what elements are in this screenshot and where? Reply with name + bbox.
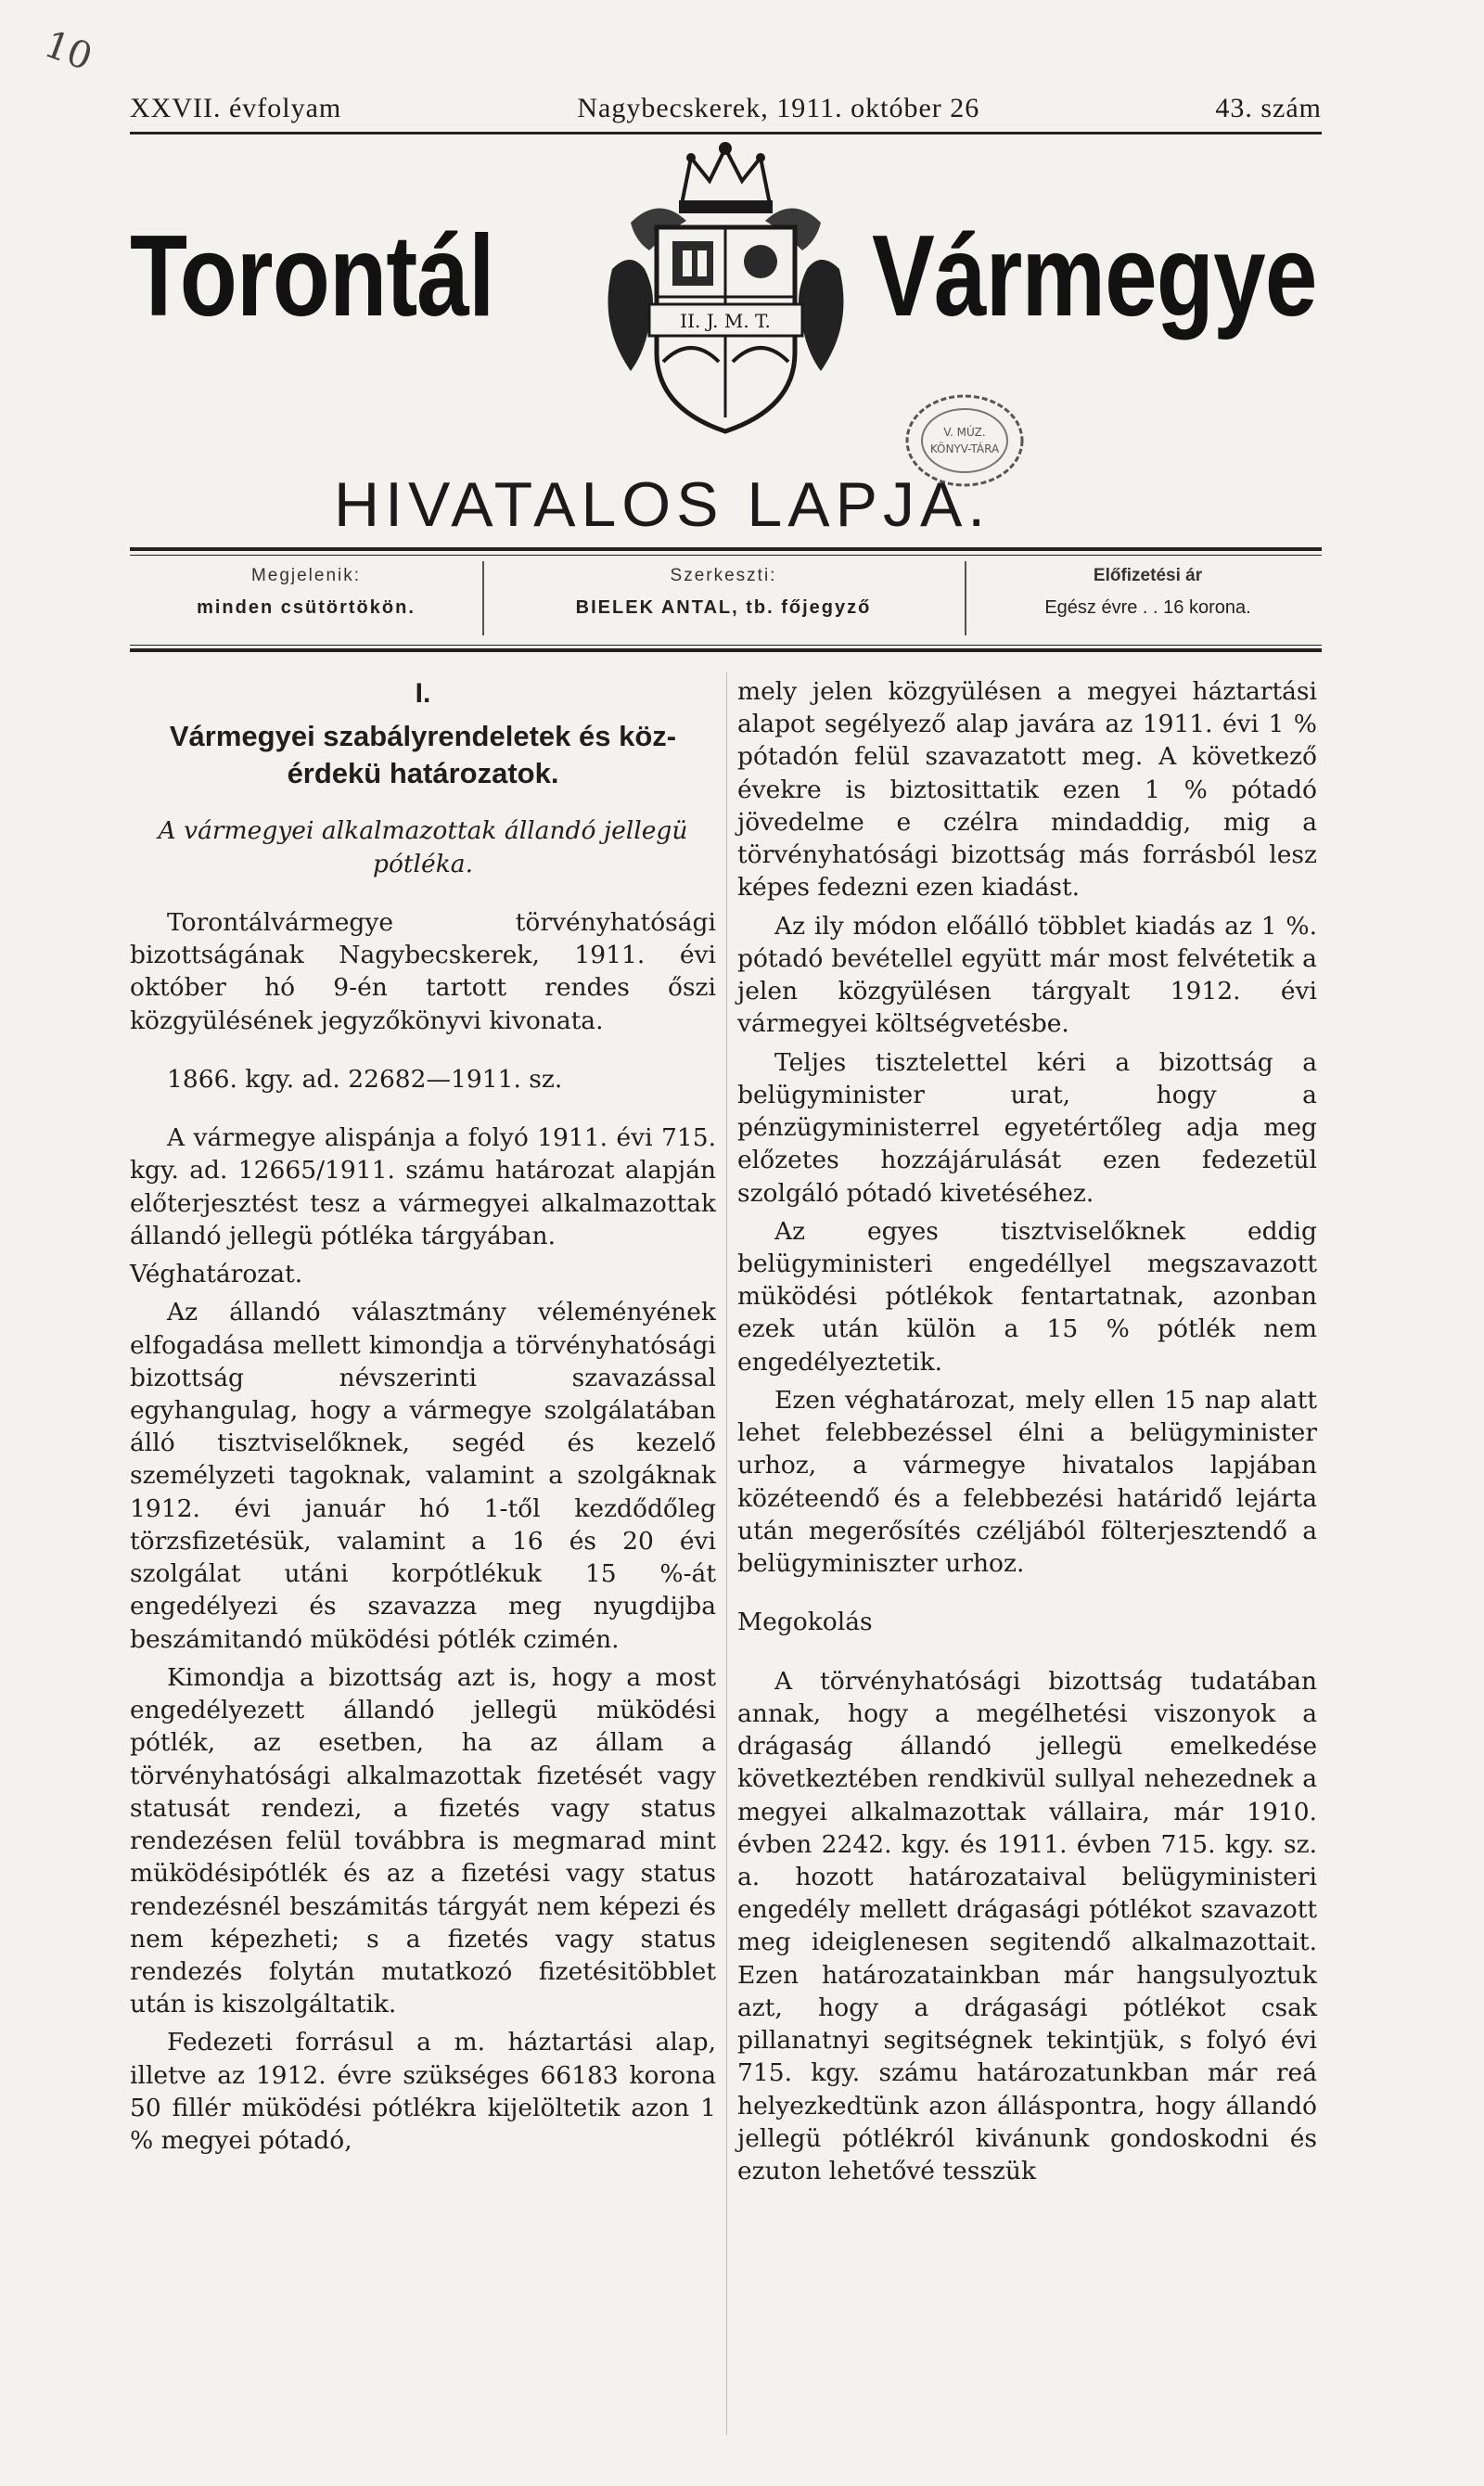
paragraph: Kimondja a bizottság azt is, hogy a most engedélyezett állandó jellegü müködési pótlék, az esetben, ha az állam a törvényhatósági alkalmazottak fizetését vagy statusát rendezi, a fizetés vagy status rendezésen felül továbbra is megmarad mint müködésipótlék és az a fizetési vagy status rendezésnél beszámitás tárgyát nem képezi és nem képezheti; s a fizetés vagy status rendezés folytán mutatkozó fizetésitöbblet után is kiszolgáltatik.	[130, 1662, 716, 2019]
decision-heading: Véghatározat.	[130, 1260, 303, 1289]
paragraph: Az állandó választmány véleményének elfogadása mellett kimondja a törvényhatósági bizottság névszerinti szavazással egyhangulag, hogy a vármegye szolgálatában álló tisztviselőknek, segéd és kezelő személyzeti tagoknak, valamint a szolgáknak 1912. évi január hó 1-től kezdődőleg törzsfizetésük, valamint a 16 és 20 évi szolgálat utáni korpótlékuk 15 %-át engedélyezi és szavazza meg nyugdijba beszámitandó müködési pótlék czimén.	[130, 1298, 716, 1654]
paragraph: mely jelen közgyülésen a megyei háztartási alapot segélyező alap javára az 1911. évi 1 % pótadón felül szavazatott meg. A következő évekre is biztosittatik ezen 1 % pótadó jövedelme e czélra mindaddig, mig a törvényhatósági bizottság más forrásból lesz képes fedezni ezen kiadást.	[737, 677, 1317, 903]
paragraph: A vármegye alispánja a folyó 1911. évi 715. kgy. ad. 12665/1911. számu határozat alapján előterjesztést tesz a vármegyei alkalmazottak állandó jellegü pótléka tárgyában.	[130, 1123, 716, 1250]
article-intro: Torontálvármegye törvényhatósági bizottságának Nagybecskerek, 1911. évi október hó 9-én tartott rendes őszi közgyülésének jegyzőkönyvi kivonata.	[130, 907, 716, 1035]
info-separator	[482, 561, 484, 635]
issue-header-line	[130, 93, 1322, 124]
masthead-rule-top-thin	[130, 555, 1322, 556]
price-label: Előfizetési ár	[1093, 566, 1203, 585]
header-rule	[130, 132, 1322, 135]
editor-value: BIELEK ANTAL, tb. főjegyző	[575, 597, 872, 618]
paragraph: Ezen véghatározat, mely ellen 15 nap alatt lehet felebbezéssel élni a belügyminister urhoz, a vármegye hivatalos lapjában közéteendő és a felebbezési határidő lejárta után megerősítés czéljából fölterjesztendő a belügyminiszter urhoz.	[737, 1385, 1317, 1579]
price-info	[974, 566, 1322, 619]
svg-text:V. MÚZ.: V. MÚZ.	[943, 426, 986, 439]
price-value: Egész évre . . 16 korona.	[1044, 597, 1251, 618]
corner-handwritten-note: 10	[38, 22, 98, 80]
right-column	[737, 675, 1317, 2193]
left-column	[130, 675, 716, 2162]
rationale-heading: Megokolás	[737, 1608, 873, 1637]
info-separator	[965, 561, 966, 635]
editor-info	[492, 566, 955, 619]
editor-label: Szerkeszti:	[670, 566, 777, 585]
svg-text:KÖNYV-TÁRA: KÖNYV-TÁRA	[929, 442, 1000, 455]
publication-info	[130, 566, 482, 619]
paragraph: A törvényhatósági bizottság tudatában annak, hogy a megélhetési viszonyok a drágaság állandó jellegü emelkedése következtében rendkivül sullyal nehezednek a megyei alkalmazottak vállaira, már 1910. évben 2242. kgy. és 1911. évben 715. kgy. sz. a. hozott határozataival belügyministeri engedély mellett drágasági pótlékot szavazott meg ideiglenesen segitendő alkalmazottait. Ezen határozatainkban már hangsulyoztuk azt, hogy a drágasági pótlékot csak pillanatnyi segitségnek tekintjük, s folyó évi 715. kgy. számu határozatunkban már reá helyezkedtünk azon álláspontra, hogy állandó jellegü pótlékról kivánunk gondoskodni és ezuton lehetővé tesszük	[737, 1666, 1317, 2186]
volume-label: XXVII. évfolyam	[130, 93, 342, 123]
paragraph: Fedezeti forrásul a m. háztartási alap, illetve az 1912. évre szükséges 66183 korona 50 fillér müködési pótlékra kijelöltetik azon 1 % megyei pótadó,	[130, 2028, 716, 2156]
crest-inscription: II. J. M. T.	[680, 310, 771, 332]
issue-number-label: 43. szám	[1215, 93, 1322, 123]
article-subtitle: A vármegyei alkalmazottak állandó jellegü pótléka.	[158, 816, 688, 878]
place-date-label: Nagybecskerek, 1911. október 26	[577, 93, 980, 123]
column-divider	[726, 673, 727, 2435]
coat-of-arms-icon	[594, 139, 858, 450]
section-title: Vármegyei szabályrendeletek és köz-érdekü határozatok.	[169, 719, 677, 790]
published-value: minden csütörtökön.	[197, 597, 416, 618]
masthead-subtitle: HIVATALOS LAPJA.	[334, 469, 991, 540]
masthead-title-left: Torontál	[130, 212, 494, 340]
masthead-title-right: Vármegye	[872, 212, 1317, 340]
masthead-rule-top	[130, 547, 1322, 551]
paragraph: Az egyes tisztviselőknek eddig belügyministeri engedéllyel megszavazott müködési pótlékok fentartatnak, azonban ezek után külön a 15 % pótlék nem engedélyeztetik.	[737, 1216, 1317, 1377]
paragraph: Az ily módon előálló többlet kiadás az 1 %. pótadó bevétellel együtt már most felvétetik a jelen közgyülésen tárgyalt 1912. évi vármegyei költségvetésbe.	[737, 911, 1317, 1039]
info-rule-bottom	[130, 645, 1322, 646]
published-label: Megjelenik:	[250, 566, 362, 585]
info-rule-bottom-thick	[130, 648, 1322, 652]
reference-number: 1866. kgy. ad. 22682—1911. sz.	[167, 1064, 563, 1094]
paragraph: Teljes tisztelettel kéri a bizottság a belügyminister urat, hogy a pénzügyministerrel egyetértőleg adja meg előzetes hozzájárulását ezen fedezetül szolgáló pótadó kivetéséhez.	[737, 1047, 1317, 1208]
section-number: I.	[415, 678, 431, 709]
